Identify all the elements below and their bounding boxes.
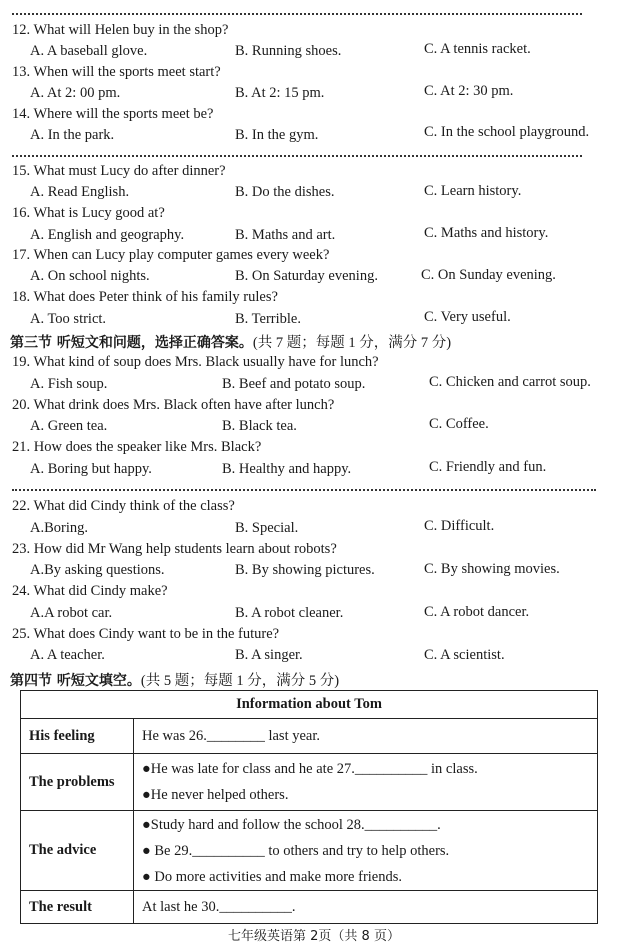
q25-option-a: A. A teacher.	[30, 647, 105, 663]
q25-option-b: B. A singer.	[235, 647, 303, 663]
q20-option-a: A. Green tea.	[30, 418, 108, 434]
feeling-label: His feeling	[21, 719, 134, 754]
q21-option-b: B. Healthy and happy.	[222, 461, 352, 477]
q16-option-c: C. Maths and history.	[424, 225, 549, 241]
question-20: 20. What drink does Mrs. Black often have after lunch?	[12, 397, 335, 413]
q14-option-a: A. In the park.	[30, 127, 115, 143]
section-3-scoring: (共 7 题；每题 1 分，满分 7 分)	[252, 335, 452, 351]
problems-cell	[134, 754, 598, 811]
question-25: 25. What does Cindy want to be in the future?	[12, 626, 280, 642]
q24-option-c: C. A robot dancer.	[424, 604, 530, 620]
q16-option-b: B. Maths and art.	[235, 227, 336, 243]
question-21: 21. How does the speaker like Mrs. Black?	[12, 439, 262, 455]
question-16: 16. What is Lucy good at?	[12, 205, 165, 221]
divider-2	[12, 155, 582, 157]
question-15: 15. What must Lucy do after dinner?	[12, 163, 226, 179]
feeling-value: He was 26.________ last year.	[134, 719, 598, 754]
q15-option-c: C. Learn history.	[424, 183, 522, 199]
problem-1: ●He was late for class and he ate 27.__________ in class.	[142, 761, 478, 777]
q22-option-c: C. Difficult.	[424, 518, 495, 534]
q17-option-c: C. On Sunday evening.	[421, 267, 556, 283]
q23-option-c: C. By showing movies.	[424, 561, 560, 577]
q12-option-b: B. Running shoes.	[235, 43, 342, 59]
q15-option-b: B. Do the dishes.	[235, 184, 335, 200]
q20-option-b: B. Black tea.	[222, 418, 297, 434]
problems-label: The problems	[21, 754, 134, 811]
section-3-title: 第三节 听短文和问题，选择正确答案。	[10, 335, 253, 351]
question-17: 17. When can Lucy play computer games every week?	[12, 247, 330, 263]
q24-option-b: B. A robot cleaner.	[235, 605, 344, 621]
q24-option-a: A.A robot car.	[30, 605, 113, 621]
q14-option-b: B. In the gym.	[235, 127, 319, 143]
q18-option-c: C. Very useful.	[424, 309, 511, 325]
section-4-heading	[10, 669, 339, 690]
q12-option-c: C. A tennis racket.	[424, 41, 531, 57]
advice-2: ● Be 29.__________ to others and try to help others.	[142, 842, 450, 859]
q16-option-a: A. English and geography.	[30, 227, 185, 243]
problem-2: ●He never helped others.	[142, 787, 289, 803]
q21-option-c: C. Friendly and fun.	[429, 459, 547, 475]
q18-option-a: A. Too strict.	[30, 311, 107, 327]
question-22: 22. What did Cindy think of the class?	[12, 498, 235, 514]
question-14: 14. Where will the sports meet be?	[12, 106, 214, 122]
info-table	[20, 690, 598, 924]
q17-option-a: A. On school nights.	[30, 268, 150, 284]
result-value: At last he 30.__________.	[134, 891, 598, 924]
q17-option-b: B. On Saturday evening.	[235, 268, 378, 284]
advice-3: ● Do more activities and make more friends.	[142, 868, 403, 885]
question-23: 23. How did Mr Wang help students learn about robots?	[12, 541, 337, 557]
page-footer: 七年级英语第 2页（共 8 页）	[228, 929, 400, 944]
q12-option-a: A. A baseball glove.	[30, 43, 148, 59]
q13-option-c: C. At 2: 30 pm.	[424, 83, 514, 99]
q19-option-c: C. Chicken and carrot soup.	[429, 374, 591, 390]
section-4-scoring: (共 5 题；每题 1 分，满分 5 分)	[140, 673, 340, 689]
divider-top	[12, 13, 582, 15]
q14-option-c: C. In the school playground.	[424, 124, 590, 140]
advice-cell	[134, 811, 598, 891]
q13-option-b: B. At 2: 15 pm.	[235, 85, 325, 101]
question-24: 24. What did Cindy make?	[12, 583, 168, 599]
section-4-title: 第四节 听短文填空。	[10, 673, 141, 689]
q15-option-a: A. Read English.	[30, 184, 130, 200]
advice-1: ●Study hard and follow the school 28.__________.	[142, 816, 441, 833]
q18-option-b: B. Terrible.	[235, 311, 301, 327]
q23-option-b: B. By showing pictures.	[235, 562, 375, 578]
question-18: 18. What does Peter think of his family rules?	[12, 289, 278, 305]
q25-option-c: C. A scientist.	[424, 647, 505, 663]
q21-option-a: A. Boring but happy.	[30, 461, 152, 477]
table-header: Information about Tom	[21, 691, 598, 719]
question-19: 19. What kind of soup does Mrs. Black usually have for lunch?	[12, 354, 379, 370]
q20-option-c: C. Coffee.	[429, 416, 489, 432]
q22-option-a: A.Boring.	[30, 520, 88, 536]
question-12: 12. What will Helen buy in the shop?	[12, 22, 229, 38]
advice-label: The advice	[21, 811, 134, 891]
q19-option-b: B. Beef and potato soup.	[222, 376, 366, 392]
result-label: The result	[21, 891, 134, 924]
section-3-heading	[10, 331, 451, 352]
q23-option-a: A.By asking questions.	[30, 562, 165, 578]
q13-option-a: A. At 2: 00 pm.	[30, 85, 121, 101]
divider-3	[12, 489, 596, 491]
question-13: 13. When will the sports meet start?	[12, 64, 221, 80]
q22-option-b: B. Special.	[235, 520, 299, 536]
q19-option-a: A. Fish soup.	[30, 376, 108, 392]
